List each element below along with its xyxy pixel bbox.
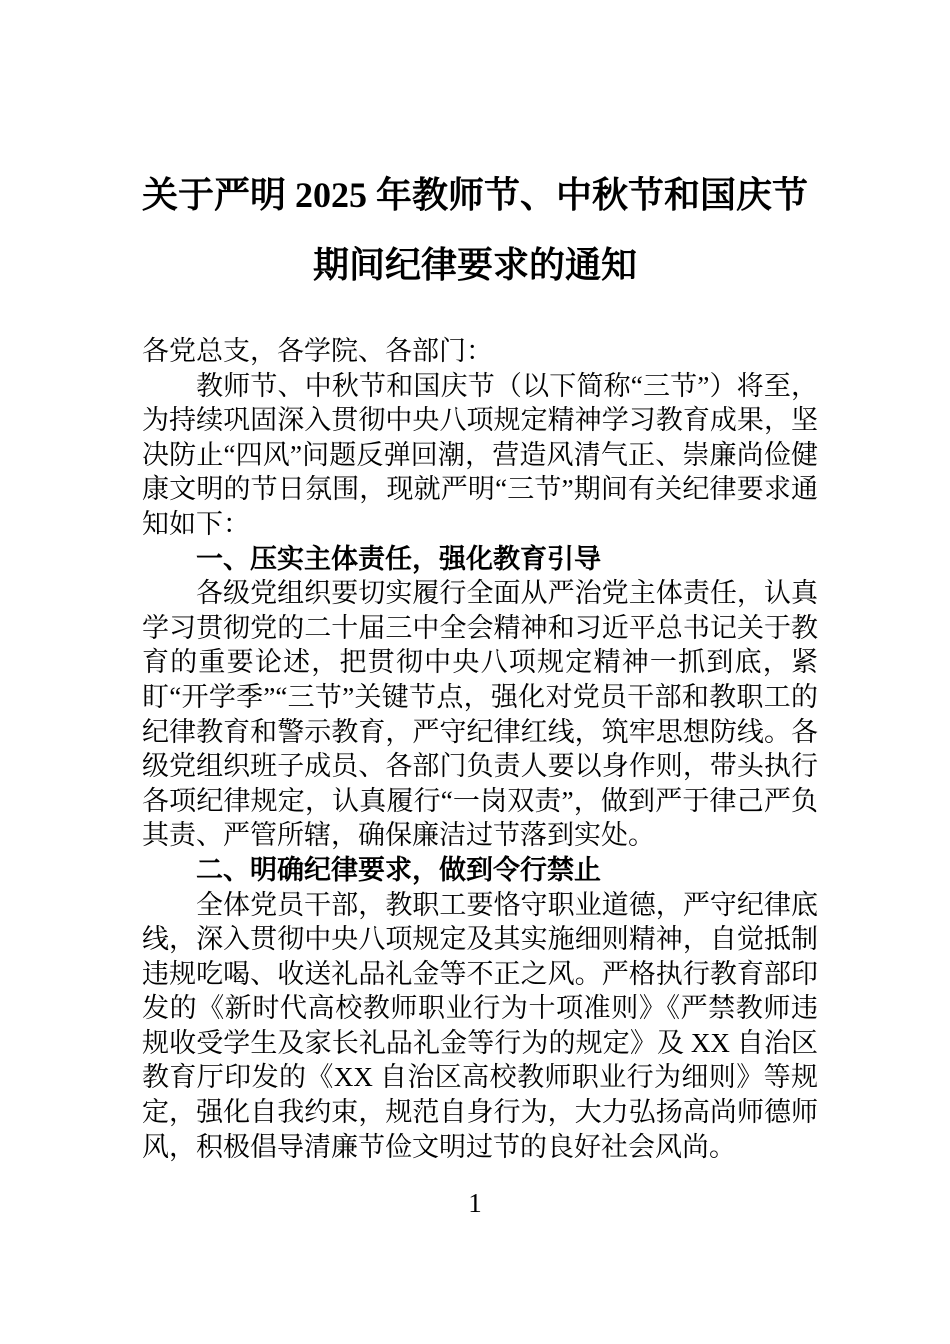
title-line-1: 关于严明 2025 年教师节、中秋节和国庆节 — [141, 175, 808, 215]
section-heading: 一、压实主体责任，强化教育引导 — [196, 543, 601, 574]
paragraph: 各党总支，各学院、各部门： — [142, 336, 493, 366]
paragraph: 教师节、中秋节和国庆节（以下简称“三节”）将至，为持续巩固深入贯彻中央八项规定精神学习教育成果，坚决防止“四风”问题反弹回潮，营造风清气正、崇廉尚俭健康文明的节日氛围，现就严明“三节”期间有关纪律要求通知如下： — [142, 370, 818, 539]
paragraph: 各级党组织要切实履行全面从严治党主体责任，认真学习贯彻党的二十届三中全会精神和习近平总书记关于教育的重要论述，把贯彻中央八项规定精神一抓到底，紧盯“开学季”“三节”关键节点，强化对党员干部和教职工的纪律教育和警示教育，严守纪律红线，筑牢思想防线。各级党组织班子成员、各部门负责人要以身作则，带头执行各项纪律规定，认真履行“一岗双责”，做到严于律己严负其责、严管所辖，确保廉洁过节落到实处。 — [142, 578, 818, 851]
section-heading: 二、明确纪律要求，做到令行禁止 — [196, 854, 601, 885]
document-title — [0, 0, 950, 300]
page-number: 1 — [468, 1188, 482, 1218]
document-body — [142, 334, 818, 1164]
paragraph: 全体党员干部，教职工要恪守职业道德，严守纪律底线，深入贯彻中央八项规定及其实施细则精神，自觉抵制违规吃喝、收送礼品礼金等不正之风。严格执行教育部印发的《新时代高校教师职业行为十项准则》《严禁教师违规收受学生及家长礼品礼金等行为的规定》及 XX 自治区教育厅印发的《XX 自治区高校教师职业行为细则》等规定，强化自我约束，规范自身行为，大力弘扬高尚师德师风，积极倡导清廉节俭文明过节的良好社会风尚。 — [142, 889, 818, 1162]
title-line-2: 期间纪律要求的通知 — [312, 245, 637, 285]
